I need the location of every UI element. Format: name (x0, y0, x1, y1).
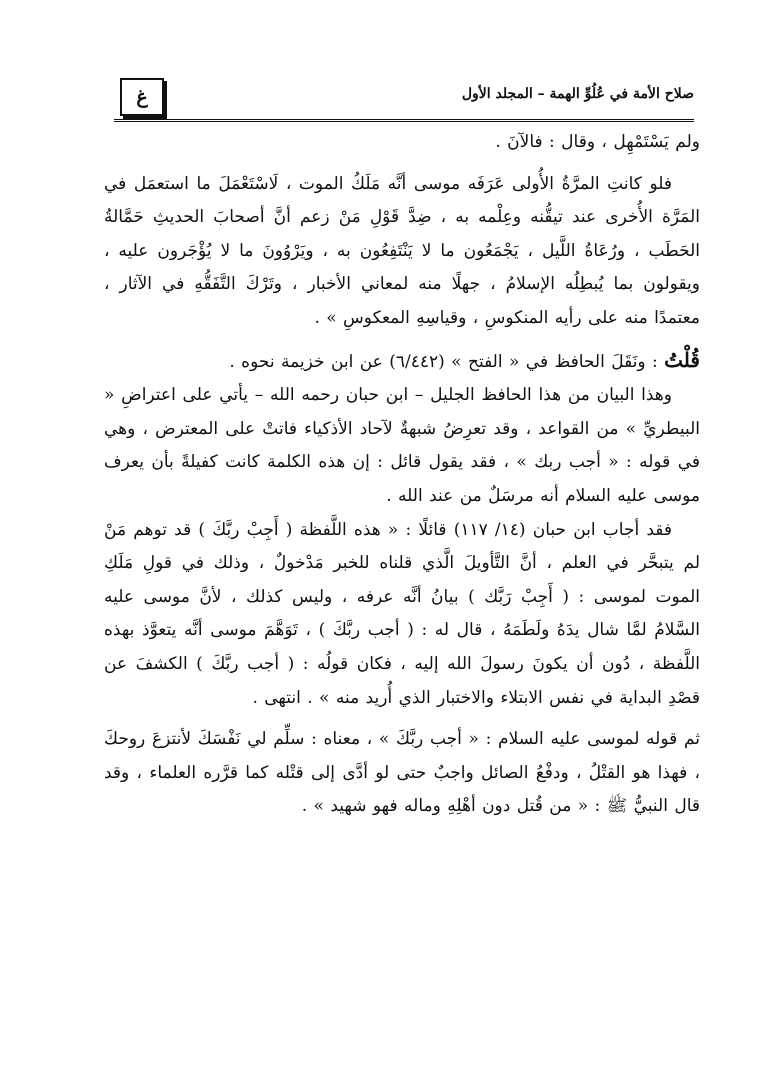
spacer (104, 336, 700, 344)
paragraph-3-text: : ونَقَلَ الحافظ في « الفتح » (٦/٤٤٢) عن ابن خزيمة نحوه . (229, 351, 665, 372)
qult-label: قُلْتُ (664, 347, 700, 372)
paragraph-3 (104, 344, 700, 380)
spacer (104, 160, 700, 168)
paragraph-1: ولم يَسْتَمْهِل ، وقال : فالآنَ . (495, 132, 700, 152)
body-text (104, 126, 700, 824)
header-rule (114, 119, 694, 122)
spacer (104, 715, 700, 723)
paragraph-6: ثم قوله لموسى عليه السلام : « أجب ربَّكَ » ، معناه : سلِّم لي نَفْسَكَ لأنتزعَ روحكَ ، فهذا هو القتْلُ ، ودفْعُ الصائل واجبٌ حتى لو أدَّى إلى قتْله كما قرَّره العلماء ، وقد قال النبيُّ ﷺ : « من قُتل دون أهْلِهِ وماله فهو شهيد » . (104, 729, 700, 817)
page-number-box: غ (120, 78, 164, 116)
paragraph-2: فلو كانتِ المرَّةُ الأُولى عَرَفَه موسى أنَّه مَلَكُ الموت ، لَاسْتَعْمَلَ ما استعمَل في المَرَّة الأُخرى عند تيقُّنه وعِلْمه به ، ضِدَّ قَوْلِ مَنْ زعم أنَّ أصحابَ الحديثِ حَمَّالةُ الحَطَب ، ورُعَاةُ اللَّيل ، يَجْمَعُون ما لا يَنْتَفِعُون به ، ويَرْوُونَ ما لا يُؤْجَرون عليه ، ويقولون بما يُبطِلُه الإسلامُ ، جهلًا منه لمعاني الأخبار ، وتَرْكَ التَّفَقُّهِ في الآثار ، معتمدًا منه على رأيه المنكوسِ ، وقياسِهِ المعكوسِ » . (104, 173, 700, 328)
paragraph-5: فقد أجاب ابن حبان (١٤/ ١١٧) قائلًا : « هذه اللَّفظة ( أَجِبْ ربَّكَ ) قد توهم مَنْ لم يتبحَّر في العلم ، أنَّ التَّأويلَ الَّذي قلناه للخبر مَدْخولٌ ، وذلك في قولِ مَلَكِ الموت لموسى : ( أَجِبْ رَبَّك ) بيانُ أنَّه عرفه ، وليس كذلك ، لأنَّ موسى عليه السَّلامُ لمَّا شال يدَهُ ولَطَمَهُ ، قال له : ( أجب ربَّكَ ) ، تَوَهَّمَ موسى أنَّه يتعوَّذ بهذه اللَّفظة ، دُون أن يكونَ رسولَ الله إليه ، فكان قولُه : ( أجب ربَّكَ ) الكشفَ عن قصْدِ البداية في نفس الابتلاء والاختبار الذي أُريد منه » . انتهى . (104, 519, 700, 708)
paragraph-4: وهذا البيان من هذا الحافظ الجليل – ابن حبان رحمه الله – يأتي على اعتراضِ « البيطريِّ » من القواعد ، وقد تعرِضُ شبهةٌ لآحاد الأذكياء فاتتْ على المعترض ، وهي في قوله : « أجب ربك » ، فقد يقول قائل : إن هذه الكلمة كانت كفيلةً بأن يعرف موسى عليه السلام أنه مرسَلٌ من عند الله . (104, 385, 700, 506)
header-title: صلاح الأمة في عُلُوِّ الهمة – المجلد الأول (461, 86, 694, 102)
running-header (114, 78, 694, 122)
